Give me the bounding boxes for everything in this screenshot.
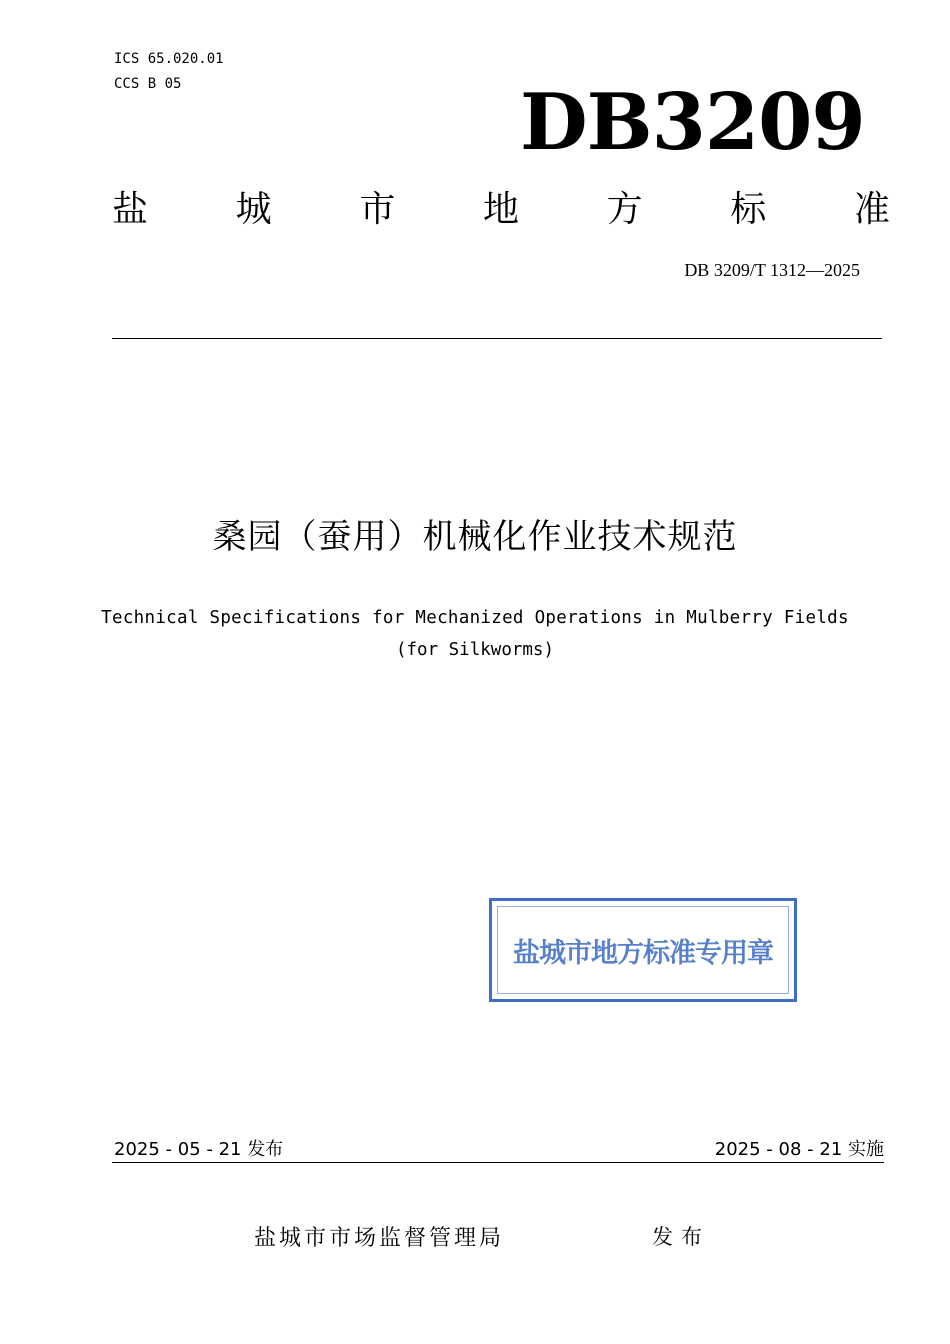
- official-seal-stamp: [489, 898, 797, 1002]
- document-title-en-line2: (for Silkworms): [395, 640, 555, 660]
- ics-code: ICS 65.020.01: [114, 51, 224, 67]
- document-title-zh: 桑园（蚕用）机械化作业技术规范: [212, 517, 738, 557]
- standard-type-char: 市: [359, 189, 396, 230]
- standard-logo-code: DB3209: [520, 77, 865, 168]
- document-title-en-line1: Technical Specifications for Mechanized Operations in Mulberry Fields: [101, 608, 849, 628]
- standard-type-char: 城: [235, 189, 272, 230]
- standard-number: DB 3209/T 1312—2025: [684, 260, 860, 280]
- publish-label: 发布: [652, 1225, 710, 1249]
- standard-type-char: 方: [606, 189, 643, 230]
- standard-type-char: 地: [482, 189, 519, 230]
- standard-type-char: 标: [730, 189, 767, 230]
- issue-date: 2025 - 05 - 21 发布: [114, 1139, 284, 1160]
- implementation-date: 2025 - 08 - 21 实施: [714, 1139, 884, 1160]
- date-divider: [112, 1162, 884, 1163]
- standard-type: [112, 186, 890, 234]
- standard-type-char: 准: [853, 189, 890, 230]
- seal-text: 盐城市地方标准专用章: [513, 937, 773, 969]
- ccs-code: CCS B 05: [114, 76, 182, 92]
- publisher-name: 盐城市市场监督管理局: [254, 1226, 505, 1251]
- standard-type-char: 盐: [112, 189, 149, 230]
- header-divider: [112, 338, 882, 339]
